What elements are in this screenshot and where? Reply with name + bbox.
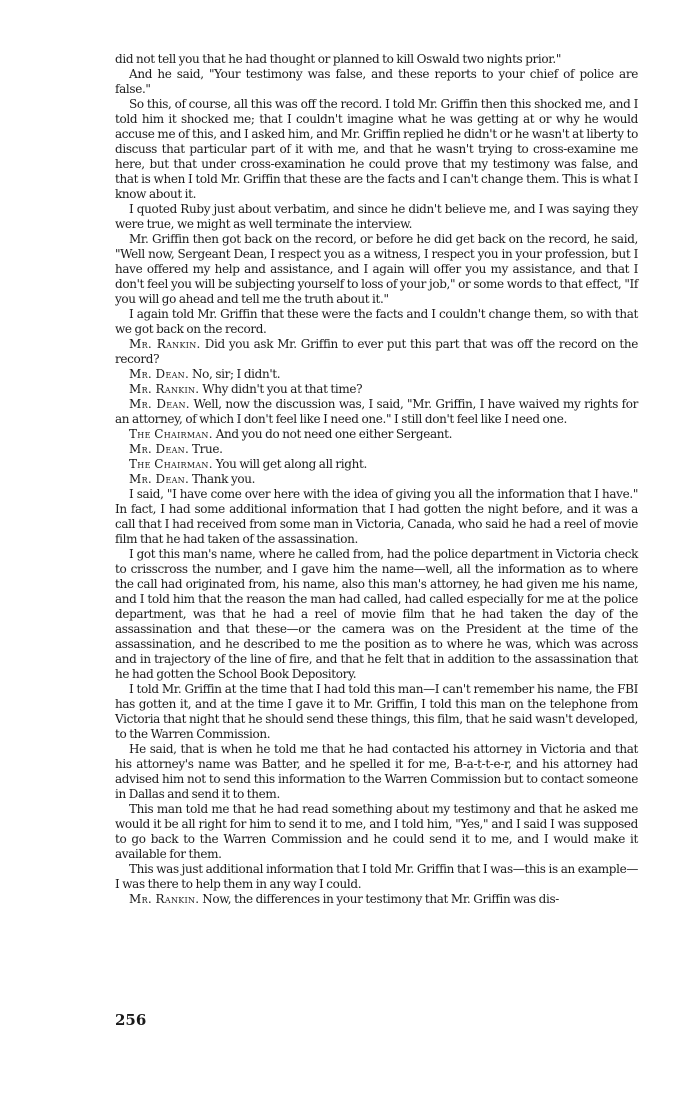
- paragraph: He said, that is when he told me that he had contacted his attorney in Victoria and that his attorney's name was Batter, and he spelled it for me, B-a-t-t-e-r, and his attorney had advised him not to send this information to the Warren Commission but to contact someone in Dallas and send it to them.: [115, 742, 638, 801]
- paragraph: I quoted Ruby just about verbatim, and since he didn't believe me, and I was saying they were true, we might as well terminate the interview.: [115, 202, 638, 231]
- page-number: 256: [115, 1011, 147, 1029]
- speaker-label: Mr. Dean.: [129, 367, 190, 381]
- paragraph: I got this man's name, where he called from, had the police department in Victoria check to crisscross the number, and I gave him the name—well, all the information as to where the call had originated from, his name, also this man's attorney, he had given me his name, and I told him that the reason the man had called, had called especially for me at the police department, was that he had a reel of movie film that he had taken the day of the assassination and that these—or the camera was on the President at the time of the assassination, and he described to me the position as to where he was, which was across and in trajectory of the line of fire, and that he felt that in addition to the assassination that he had gotten the School Book Depository.: [115, 547, 638, 681]
- paragraph: Mr. Dean. Well, now the discussion was, I said, "Mr. Griffin, I have waived my rights for an attorney, of which I don't feel like I need one." I still don't feel like I need one.: [115, 397, 638, 426]
- paragraph: So this, of course, all this was off the record. I told Mr. Griffin then this shocked me, and I told him it shocked me; that I couldn't imagine what he was getting at or why he would accuse me of this, and I asked him, and Mr. Griffin replied he didn't or he wasn't at liberty to discuss that particular part of it with me, and that he wasn't trying to cross-examine me here, but that under cross-examination he could prove that my testimony was false, and that is when I told Mr. Griffin that these are the facts and I can't change them. This is what I know about it.: [115, 97, 638, 201]
- speaker-label: Mr. Dean.: [129, 397, 190, 411]
- paragraph: I again told Mr. Griffin that these were the facts and I couldn't change them, so with that we got back on the record.: [115, 307, 638, 336]
- speaker-label: Mr. Rankin.: [129, 892, 200, 906]
- paragraph: This man told me that he had read something about my testimony and that he asked me would it be all right for him to send it to me, and I told him, "Yes," and I said I was supposed to go back to the Warren Commission and he could send it to me, and I would make it available for them.: [115, 802, 638, 861]
- speaker-label: Mr. Dean.: [129, 472, 190, 486]
- speaker-label: The Chairman.: [129, 457, 213, 471]
- paragraph: The Chairman. And you do not need one either Sergeant.: [129, 427, 453, 441]
- speaker-label: Mr. Rankin.: [129, 337, 201, 351]
- paragraph: Mr. Dean. Thank you.: [129, 472, 256, 486]
- paragraph: Mr. Dean. No, sir; I didn't.: [129, 367, 281, 381]
- speaker-label: Mr. Dean.: [129, 442, 190, 456]
- paragraph: Mr. Rankin. Why didn't you at that time?: [129, 382, 363, 396]
- paragraph: did not tell you that he had thought or planned to kill Oswald two nights prior.": [115, 52, 561, 66]
- paragraph: The Chairman. You will get along all right.: [129, 457, 367, 471]
- paragraph: Mr. Rankin. Did you ask Mr. Griffin to ever put this part that was off the record on the record?: [115, 337, 638, 366]
- paragraph: And he said, "Your testimony was false, and these reports to your chief of police are false.": [115, 67, 638, 96]
- paragraph: Mr. Rankin. Now, the differences in your testimony that Mr. Griffin was dis-: [129, 892, 559, 906]
- paragraph: This was just additional information that I told Mr. Griffin that I was—this is an example—I was there to help them in any way I could.: [115, 862, 638, 891]
- speaker-label: Mr. Rankin.: [129, 382, 200, 396]
- paragraph: I told Mr. Griffin at the time that I had told this man—I can't remember his name, the FBI has gotten it, and at the time I gave it to Mr. Griffin, I told this man on the telephone from Victoria that night that he should send these things, this film, that he said wasn't developed, to the Warren Commission.: [115, 682, 638, 741]
- paragraph: Mr. Dean. True.: [129, 442, 223, 456]
- speaker-label: The Chairman.: [129, 427, 213, 441]
- paragraph: Mr. Griffin then got back on the record, or before he did get back on the record, he said, "Well now, Sergeant Dean, I respect you as a witness, I respect you in your profession, but I have offered my help and assistance, and I again will offer you my assistance, and that I don't feel you will be subjecting yourself to loss of your job," or some words to that effect, "If you will go ahead and tell me the truth about it.": [115, 232, 638, 306]
- transcript-body: [115, 52, 638, 907]
- paragraph: I said, "I have come over here with the idea of giving you all the information that I have." In fact, I had some additional information that I had gotten the night before, and it was a call that I had received from some man in Victoria, Canada, who said he had a reel of movie film that he had taken of the assassination.: [115, 487, 638, 546]
